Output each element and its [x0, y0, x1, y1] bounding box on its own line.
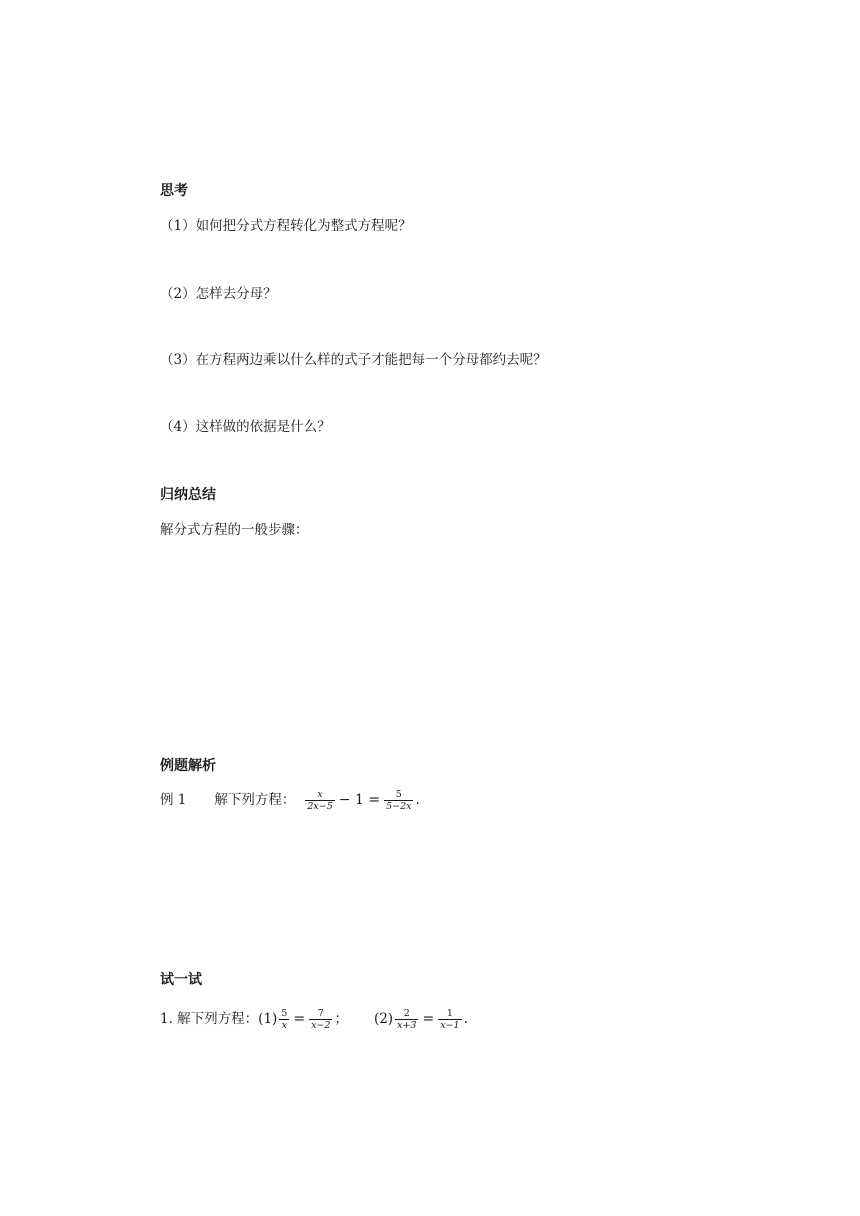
think-question-2: （2）怎样去分母？ — [160, 286, 277, 302]
section-heading-think: 思考 — [160, 183, 188, 199]
example-fraction-2: $\frac{5}{5-2x}$ — [386, 789, 412, 812]
think-question-3: （3）在方程两边乘以什么样的式子才能把每一个分母都约去呢？ — [160, 352, 547, 368]
example-prompt: 解下列方程： — [214, 792, 296, 808]
section-heading-try: 试一试 — [160, 972, 202, 988]
example-1-line — [160, 788, 420, 812]
think-question-1: （1）如何把分式方程转化为整式方程呢？ — [160, 218, 412, 234]
section-heading-example: 例题解析 — [160, 758, 216, 774]
try-part-2-label: (2) — [373, 1011, 394, 1027]
try-p1-end: ； — [334, 1011, 348, 1027]
think-question-4: （4）这样做的依据是什么？ — [160, 419, 331, 435]
example-minus-one: − 1 = — [338, 792, 381, 808]
example-label: 例 1 — [160, 792, 187, 808]
example-end-period: . — [415, 792, 420, 808]
try-prefix: 1. 解下列方程： — [160, 1011, 259, 1027]
try-part-1-label: (1) — [258, 1011, 278, 1027]
section-heading-summary: 归纳总结 — [160, 487, 216, 503]
try-exercise-1-line — [160, 1007, 468, 1031]
try-p1-fraction-a: $\frac{5}{x}$ — [281, 1008, 288, 1031]
try-p2-equals: = — [422, 1011, 435, 1027]
try-p1-equals: = — [293, 1011, 306, 1027]
try-p2-fraction-a: $\frac{2}{x+3}$ — [397, 1008, 417, 1031]
example-fraction-1: $\frac{x}{2x-5}$ — [307, 789, 333, 812]
summary-steps-label: 解分式方程的一般步骤： — [160, 522, 309, 538]
try-p2-fraction-b: $\frac{1}{x-1}$ — [440, 1008, 460, 1031]
try-p1-fraction-b: $\frac{7}{x-2}$ — [311, 1008, 331, 1031]
try-p2-end: . — [463, 1011, 468, 1027]
